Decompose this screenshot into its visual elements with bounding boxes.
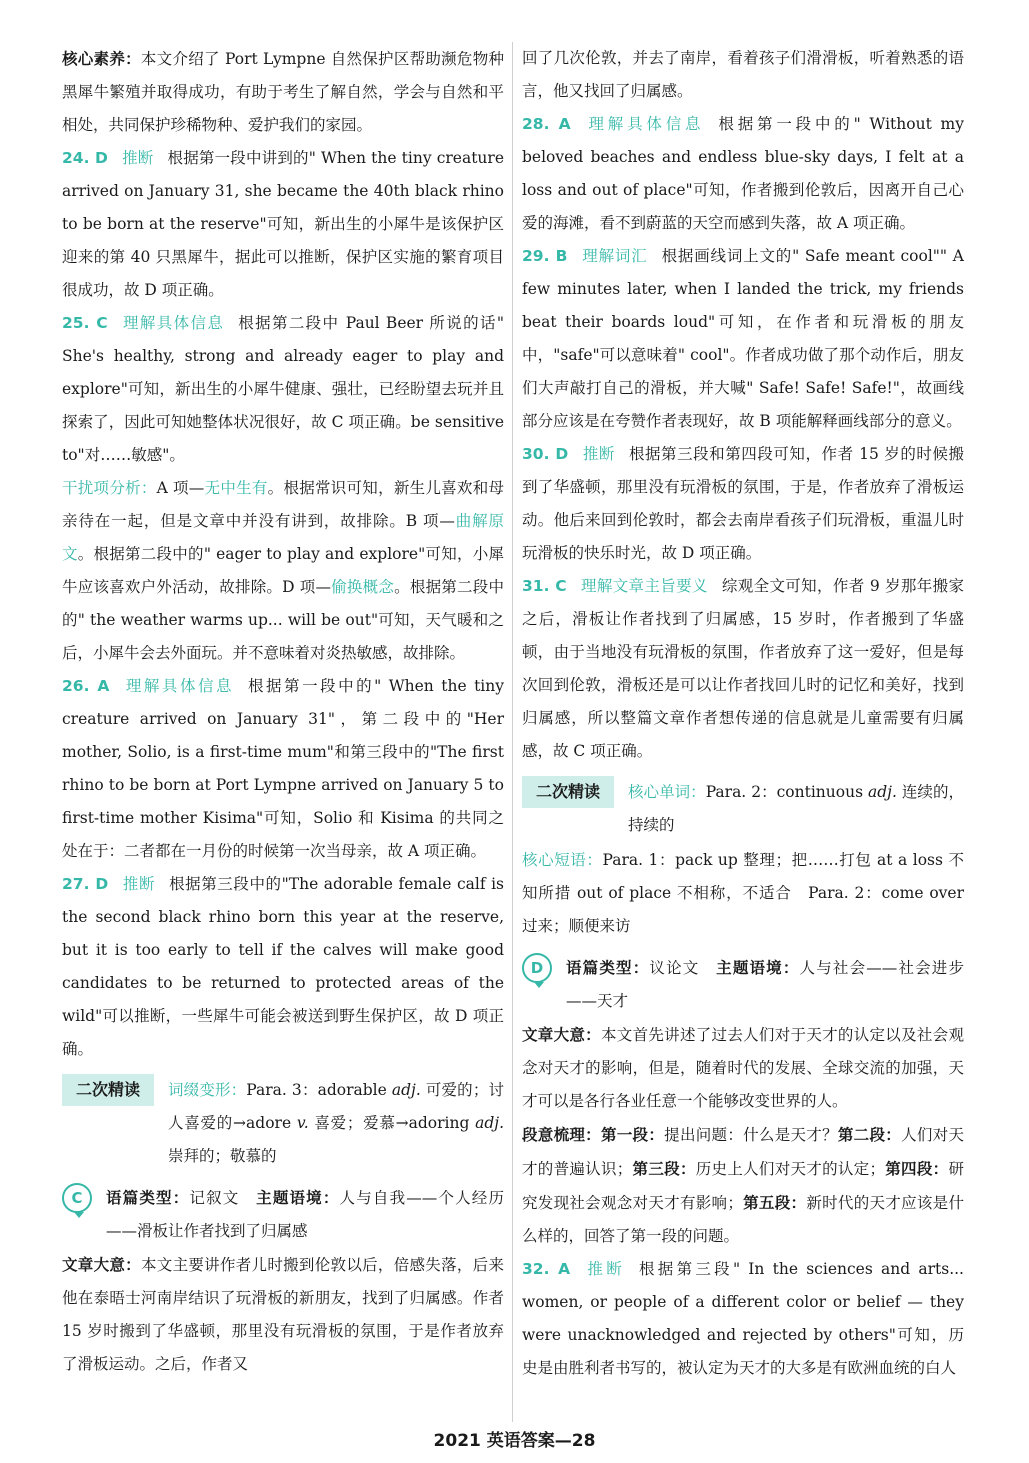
paragraph-outline: 段意梳理：第一段：提出问题：什么是天才？第二段：人们对天才的普遍认识；第三段：历史上人们对天才的认定；第四段：研究发现社会观念对天才有影响；第五段：新时代的天才应该是什么样的，回答了第一段的问题。	[522, 1125, 964, 1245]
question-number: 32. A	[522, 1260, 571, 1278]
reread-badge: 二次精读	[62, 1074, 154, 1106]
question-number: 24. D	[62, 149, 108, 167]
question-type: 理解具体信息	[121, 314, 225, 332]
column-divider	[512, 42, 513, 1422]
section-marker-c: C	[62, 1183, 92, 1213]
core-phrases: 核心短语：Para. 1：pack up 整理；把……打包 at a loss 不知所措 out of place 不相称，不适合 Para. 2：come over 过来；顺便来访	[522, 851, 964, 935]
answer-31: 31. C 理解文章主旨要义 综观全文可知，作者 9 岁那年搬家之后，滑板让作者找到了归属感，15 岁时，作者搬到了华盛顿，由于当地没有玩滑板的氛围，作者放弃了这一爱好，但是每次回到伦敦，滑板还是可以让作者找回儿时的记忆和美好，找到归属感，所以整篇文章作者想传递的信息就是儿童需要有归属感，故 C 项正确。	[522, 577, 964, 760]
answer-30: 30. D 推断 根据第三段和第四段可知，作者 15 岁的时候搬到了华盛顿，那里没有玩滑板的氛围，于是，作者放弃了滑板运动。他后来回到伦敦时，都会去南岸看孩子们玩滑板，重温儿时玩滑板的快乐时光，故 D 项正确。	[522, 445, 964, 562]
answer-28: 28. A 理解具体信息 根据第一段中的" Without my beloved beaches and endless blue-sky days, I felt at a loss and out of place"可知，作者搬到伦敦后，因离开自己心爱的海滩，看不到蔚蓝的天空而感到失落，故 A 项正确。	[522, 115, 964, 232]
answer-26: 26. A 理解具体信息 根据第一段中的" When the tiny creature arrived on January 31"，第二段中的"Her mother, Solio, is a first-time mum"和第三段中的"The first rhino to be born at Port Lympne arrived on January 5 to first-time mother Kisima"可知，Solio 和 Kisima 的共同之处在于：二者都在一月份的时候第一次当母亲，故 A 项正确。	[62, 677, 504, 860]
answer-32: 32. A 推断 根据第三段" In the sciences and arts... women, or people of a different color or belief — they were unacknowledged and rejected by others"可知，历史是由胜利者书写的，被认定为天才的大多是有欧洲血统的白人	[522, 1260, 964, 1377]
question-number: 31. C	[522, 577, 567, 595]
section-marker-d: D	[522, 953, 552, 983]
question-number: 26. A	[62, 677, 110, 695]
section-c-header: C 语篇类型：记叙文 主题语境：人与自我——个人经历——滑板让作者找到了归属感	[62, 1181, 504, 1248]
question-number: 29. B	[522, 247, 568, 265]
summary-continued: 回了几次伦敦，并去了南岸，看着孩子们滑滑板，听着熟悉的语言，他又找回了归属感。	[522, 49, 964, 100]
answer-29: 29. B 理解词汇 根据画线词上文的" Safe meant cool"" A few minutes later, when I landed the trick, my friends beat their boards loud"可知，在作者和玩滑板的朋友中，"safe"可以意味着" cool"。作者成功做了那个动作后，朋友们大声敲打自己的滑板，并大喊" Safe! Safe! Safe!"，故画线部分应该是在夸赞作者表现好，故 B 项能解释画线部分的意义。	[522, 247, 964, 430]
question-type: 推断	[584, 1260, 626, 1278]
question-number: 27. D	[62, 875, 109, 893]
question-number: 30. D	[522, 445, 569, 463]
question-type: 理解文章主旨要义	[580, 577, 708, 595]
question-type: 理解词汇	[581, 247, 648, 265]
affix-note: 词缀变形：Para. 3：adorable adj. 可爱的；讨人喜爱的→adore v. 喜爱；爱慕→adoring adj. 崇拜的；敬慕的	[168, 1081, 504, 1165]
answer-24: 24. D 推断 根据第一段中讲到的" When the tiny creature arrived on January 31, she became the 40th black rhino to be born at the reserve"可知，新出生的小犀牛是该保护区迎来的第 40 只黑犀牛，据此可以推断，保护区实施的繁育项目很成功，故 D 项正确。	[62, 149, 504, 299]
reread-section-b	[62, 1074, 504, 1173]
distractor-analysis: 干扰项分析：A 项—无中生有。根据常识可知，新生儿喜欢和母亲待在一起，但是文章中并没有讲到，故排除。B 项—曲解原文。根据第二段中的" eager to play and explore"可知，小犀牛应该喜欢户外活动，故排除。D 项—偷换概念。根据第二段中的" the weather warms up... will be out"可知，天气暖和之后，小犀牛会去外面玩。并不意味着对炎热敏感，故排除。	[62, 479, 504, 662]
article-summary-c: 文章大意：本文主要讲作者儿时搬到伦敦以后，倍感失落，后来他在泰晤士河南岸结识了玩滑板的新朋友，找到了归属感。作者 15 岁时搬到了华盛顿，那里没有玩滑板的氛围，于是作者放弃了滑板运动。之后，作者又	[62, 1255, 504, 1373]
question-type: 理解具体信息	[584, 115, 705, 133]
left-column	[62, 42, 504, 1381]
question-number: 25. C	[62, 314, 108, 332]
reread-section-c	[522, 776, 964, 842]
question-number: 28. A	[522, 115, 571, 133]
core-word-note: 核心单词：Para. 2：continuous adj. 连续的，持续的	[628, 783, 964, 834]
answer-25: 25. C 理解具体信息 根据第二段中 Paul Beer 所说的话" She's healthy, strong and already eager to play and explore"可知，新出生的小犀牛健康、强壮，已经盼望去玩并且探索了，因此可知她整体状况很好，故 C 项正确。be sensitive to"对……敏感"。	[62, 314, 504, 464]
question-type: 推断	[582, 445, 615, 463]
question-type: 推断	[121, 149, 154, 167]
article-summary-d: 文章大意：本文首先讲述了过去人们对于天才的认定以及社会观念对天才的影响，但是，随着时代的发展、全球交流的加强，天才可以是各行各业任意一个能够改变世界的人。	[522, 1025, 964, 1110]
reread-badge: 二次精读	[522, 776, 614, 808]
core-literacy-paragraph: 核心素养：本文介绍了 Port Lympne 自然保护区帮助濒危物种黑犀牛繁殖并取得成功，有助于考生了解自然，学会与自然和平相处，共同保护珍稀物种、爱护我们的家园。	[62, 49, 504, 134]
answer-27: 27. D 推断 根据第三段中的"The adorable female calf is the second black rhino born this year at the reserve, but it is too early to tell if the calves will make good candidates to be returned to protected areas of the wild"可以推断，一些犀牛可能会被送到野生保护区，故 D 项正确。	[62, 875, 504, 1058]
question-type: 推断	[122, 875, 156, 893]
section-d-header: D 语篇类型：议论文 主题语境：人与社会——社会进步——天才	[522, 951, 964, 1018]
page-footer: 2021 英语答案—28	[433, 1431, 596, 1451]
question-type: 理解具体信息	[123, 677, 235, 695]
right-column	[522, 42, 964, 1385]
